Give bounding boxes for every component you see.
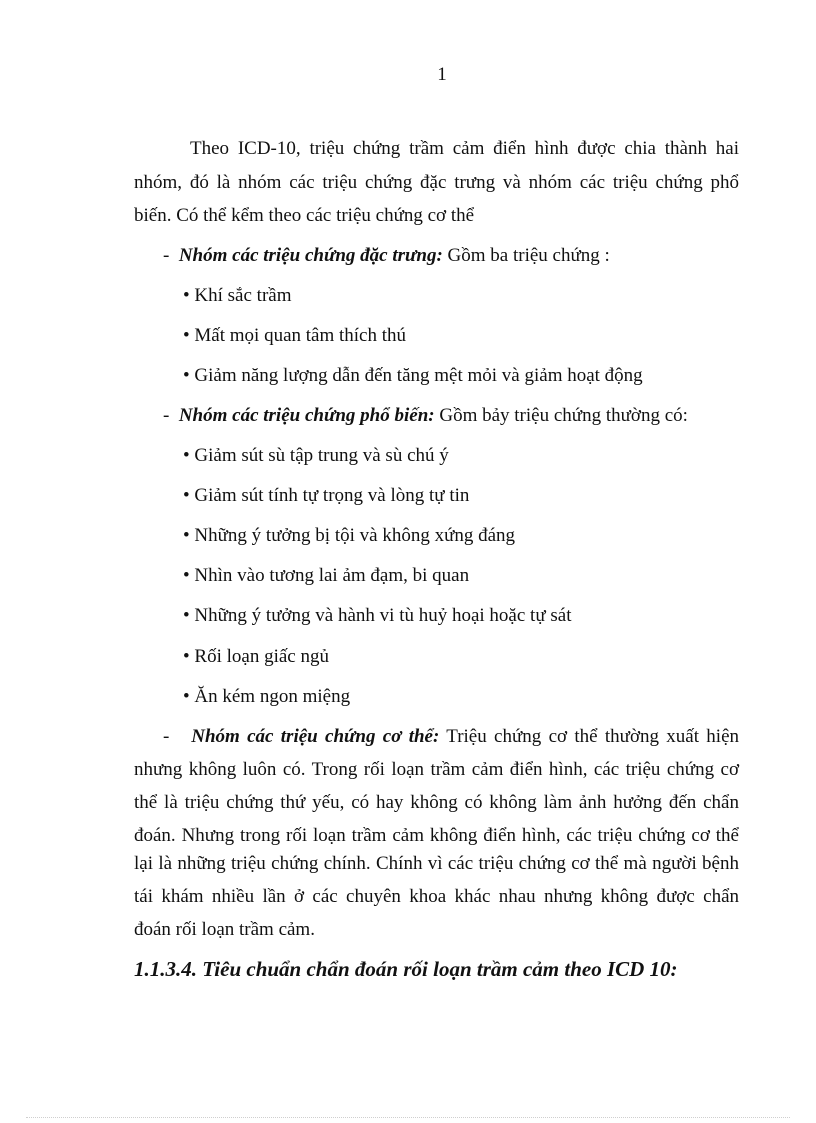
group2-item: • Giảm sút tính tự trọng và lòng tự tin	[183, 485, 470, 506]
group1-desc: Gồm ba triệu chứng :	[442, 245, 610, 266]
group3-line: đoán rối loạn trầm cảm.	[134, 919, 315, 940]
group3-line: tái khám nhiều lần ở các chuyên khoa khác nhau nhưng không được chẩn	[134, 886, 739, 907]
intro-line-2: nhóm, đó là nhóm các triệu chứng đặc trưng và nhóm các triệu chứng phổ	[134, 172, 739, 193]
group1-item: • Giảm năng lượng dẫn đến tăng mệt mỏi và giảm hoạt động	[183, 365, 643, 386]
page-bottom-divider	[26, 1117, 790, 1118]
group2-item: • Rối loạn giấc ngủ	[183, 646, 329, 667]
group3-header	[163, 725, 739, 748]
group2-dash: -	[163, 405, 170, 426]
group3-line: lại là những triệu chứng chính. Chính vì các triệu chứng cơ thể mà người bệnh	[134, 853, 739, 874]
group3-line: thể là triệu chứng thứ yếu, có hay không có không làm ảnh hưởng đến chẩn	[134, 792, 739, 813]
group2-desc: Gồm bảy triệu chứng thường có:	[434, 405, 688, 426]
group3-title: Nhóm các triệu chứng cơ thể:	[191, 726, 440, 747]
group3-line: đoán. Nhưng trong rối loạn trầm cảm không điển hình, các triệu chứng cơ thể	[134, 825, 739, 846]
group2-item: • Nhìn vào tương lai ảm đạm, bi quan	[183, 565, 470, 586]
group2-item: • Những ý tưởng bị tội và không xứng đáng	[183, 525, 516, 546]
group3-dash: -	[163, 726, 170, 747]
group3-line: nhưng không luôn có. Trong rối loạn trầm cảm điển hình, các triệu chứng cơ	[134, 759, 739, 780]
group1-item: • Khí sắc trầm	[183, 285, 292, 306]
group1-dash: -	[163, 245, 170, 266]
intro-line-3: biến. Có thể kểm theo các triệu chứng cơ thể	[134, 205, 475, 226]
page-number: 1	[437, 64, 447, 85]
group1-title: Nhóm các triệu chứng đặc trưng:	[178, 245, 443, 266]
group1-item: • Mất mọi quan tâm thích thú	[183, 325, 407, 346]
intro-line-1: Theo ICD-10, triệu chứng trầm cảm điển hình được chia thành hai	[190, 138, 739, 159]
group2-item: • Những ý tưởng và hành vi tù huỷ hoại hoặc tự sát	[183, 605, 572, 626]
group3-line-1: Triệu chứng cơ thể thường xuất hiện	[439, 726, 740, 747]
group1-header	[163, 244, 739, 267]
group2-item: • Giảm sút sù tập trung và sù chú ý	[183, 445, 449, 466]
group2-item: • Ăn kém ngon miệng	[183, 686, 351, 707]
section-heading: 1.1.3.4. Tiêu chuẩn chẩn đoán rối loạn trầm cảm theo ICD 10:	[134, 957, 678, 981]
group2-title: Nhóm các triệu chứng phổ biến:	[178, 405, 435, 426]
group2-header	[163, 404, 739, 427]
